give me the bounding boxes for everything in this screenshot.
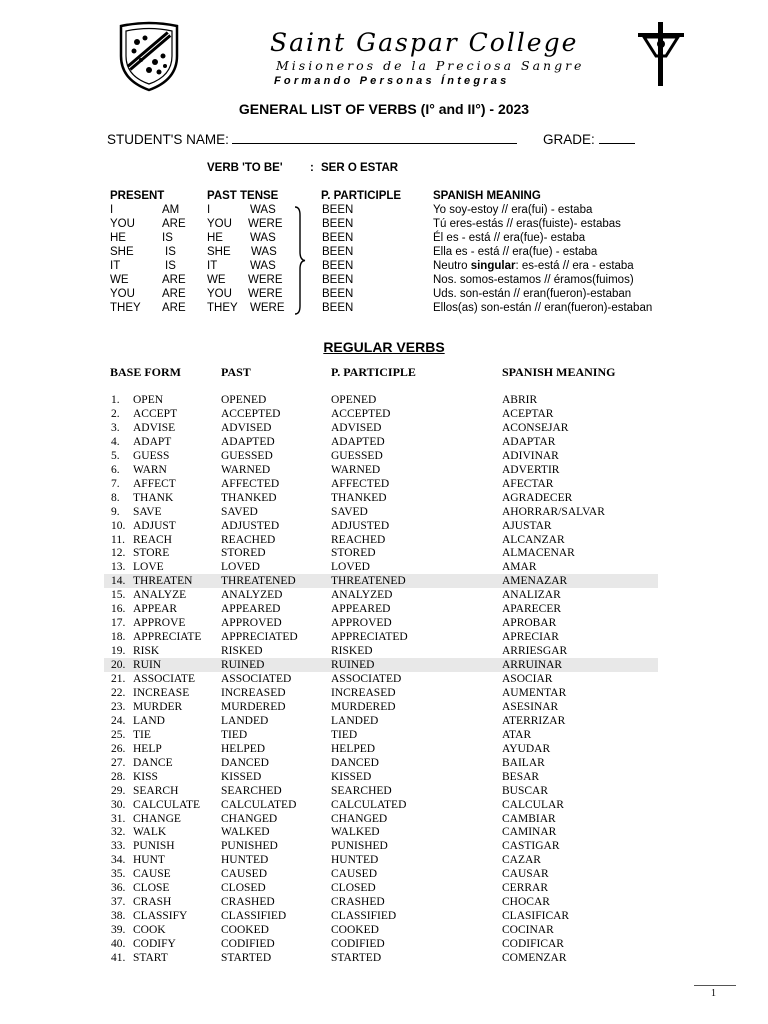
document-title: GENERAL LIST OF VERBS (I° and II°) - 2023	[238, 101, 530, 117]
verb-num: 14.	[111, 575, 126, 588]
verb-num: 11.	[111, 533, 125, 546]
verb-base: RISK	[133, 645, 160, 658]
verb-row	[104, 728, 658, 742]
to-be-row: YOU ARE YOU WERE BEEN Tú eres-estás // eras(fuiste)- estabas	[110, 218, 621, 230]
school-crest-icon	[117, 20, 181, 92]
verb-participle: RISKED	[331, 645, 373, 658]
verb-past: ASSOCIATED	[221, 673, 292, 685]
verb-past: ACCEPTED	[221, 407, 281, 420]
to-be-row: I AM I WAS BEEN Yo soy-estoy // era(fui) - estaba	[110, 204, 593, 216]
verb-base: HELP	[133, 742, 162, 755]
verb-num: 34.	[111, 854, 126, 867]
to-be-header-past: PAST TENSE	[207, 190, 279, 202]
verb-past: CODIFIED	[221, 938, 275, 951]
verb-row	[104, 588, 658, 602]
verb-past: RISKED	[221, 645, 263, 658]
verb-num: 1.	[111, 394, 120, 406]
verb-num: 22.	[111, 686, 126, 699]
verb-row	[104, 853, 658, 867]
verb-past: ANALYZED	[221, 589, 283, 602]
verb-row	[104, 686, 658, 700]
verb-past: STORED	[221, 547, 266, 560]
verb-past: APPRECIATED	[221, 631, 298, 644]
verb-participle: TIED	[331, 728, 358, 741]
verb-num: 15.	[111, 589, 126, 602]
to-be-title: VERB 'TO BE'	[207, 162, 283, 174]
verb-spanish: ADIVINAR	[502, 449, 559, 462]
motto-line-2: Formando Personas Íntegras	[274, 75, 510, 87]
verb-spanish: ARRIESGAR	[502, 645, 568, 658]
verb-row	[104, 644, 658, 658]
verb-past: WALKED	[221, 826, 270, 839]
verb-past: CRASHED	[221, 896, 275, 909]
verb-participle: HELPED	[331, 742, 376, 755]
verb-spanish: AFECTAR	[502, 477, 554, 490]
verb-spanish: BAILAR	[502, 756, 545, 769]
verb-num: 30.	[111, 798, 126, 811]
verb-base: CLOSE	[133, 882, 170, 895]
verb-past: RUINED	[221, 659, 265, 672]
verb-base: STORE	[133, 547, 170, 560]
verb-spanish: ADAPTAR	[502, 435, 556, 448]
verb-num: 40.	[111, 938, 126, 951]
verb-participle: APPROVED	[331, 617, 392, 630]
verb-num: 29.	[111, 784, 126, 797]
verb-spanish: APRECIAR	[502, 631, 559, 644]
verb-participle: ANALYZED	[331, 589, 393, 602]
verb-base: PUNISH	[133, 840, 175, 853]
verb-spanish: ASESINAR	[502, 700, 559, 713]
verb-row	[104, 770, 658, 784]
verb-participle: ACCEPTED	[331, 407, 391, 420]
verb-num: 19.	[111, 645, 126, 658]
to-be-row: IT IS IT WAS BEEN Neutro singular: es-está // era - estaba	[110, 260, 634, 272]
verb-row	[104, 812, 658, 826]
verb-spanish: ABRIR	[502, 394, 538, 406]
verb-participle: THREATENED	[331, 575, 406, 588]
page-number-rule	[694, 985, 736, 986]
student-name-field[interactable]	[107, 131, 517, 147]
verb-num: 21.	[111, 673, 126, 685]
verb-base: GUESS	[133, 449, 170, 462]
verb-participle: RUINED	[331, 659, 375, 672]
verb-base: SAVE	[133, 505, 162, 518]
college-name: Saint Gaspar College	[270, 28, 579, 57]
verb-row	[104, 881, 658, 895]
verb-base: ACCEPT	[133, 407, 178, 420]
to-be-row: SHE IS SHE WAS BEEN Ella es - está // era(fue) - estaba	[110, 246, 598, 258]
header-past: PAST	[221, 365, 251, 379]
verb-participle: APPEARED	[331, 603, 391, 616]
verb-spanish: ALCANZAR	[502, 533, 565, 546]
verb-past: OPENED	[221, 394, 267, 406]
verb-spanish: ATERRIZAR	[502, 714, 566, 727]
verb-spanish: AGRADECER	[502, 491, 573, 504]
verb-row	[104, 435, 658, 449]
verb-base: ASSOCIATE	[133, 673, 195, 685]
to-be-header-spanish: SPANISH MEANING	[433, 190, 541, 202]
verb-spanish: CASTIGAR	[502, 840, 560, 853]
verb-base: APPROVE	[133, 617, 186, 630]
verb-spanish: CHOCAR	[502, 896, 550, 909]
verb-num: 4.	[111, 435, 120, 448]
verb-past: SEARCHED	[221, 784, 282, 797]
verb-row	[104, 463, 658, 477]
verb-row	[104, 784, 658, 798]
verb-num: 38.	[111, 910, 126, 923]
verb-base: WARN	[133, 463, 167, 476]
verb-spanish: ACONSEJAR	[502, 421, 569, 434]
verb-num: 26.	[111, 742, 126, 755]
verb-past: CALCULATED	[221, 798, 297, 811]
verb-num: 36.	[111, 882, 126, 895]
verb-spanish: CAZAR	[502, 854, 541, 867]
to-be-row: HE IS HE WAS BEEN Él es - está // era(fue)- estaba	[110, 232, 586, 244]
verb-participle: ADJUSTED	[331, 519, 390, 532]
verb-num: 16.	[111, 603, 126, 616]
verb-past: APPROVED	[221, 617, 282, 630]
to-be-colon: :	[310, 162, 314, 174]
verb-base: COOK	[133, 924, 166, 937]
verb-base: ANALYZE	[133, 589, 187, 602]
verb-base: CLASSIFY	[133, 910, 188, 923]
verb-past: WARNED	[221, 463, 271, 476]
verb-spanish: ADVERTIR	[502, 463, 560, 476]
verb-row	[104, 714, 658, 728]
verb-past: PUNISHED	[221, 840, 278, 853]
verb-participle: MURDERED	[331, 700, 396, 713]
verb-base: LOVE	[133, 561, 164, 574]
verb-past: SAVED	[221, 505, 258, 518]
header-spanish: SPANISH MEANING	[502, 365, 616, 379]
verb-num: 24.	[111, 714, 126, 727]
verb-row	[104, 756, 658, 770]
verb-row	[104, 616, 658, 630]
verb-base: APPRECIATE	[133, 631, 202, 644]
verb-past: CHANGED	[221, 812, 278, 825]
to-be-header-participle: P. PARTICIPLE	[321, 190, 402, 202]
verb-base: CALCULATE	[133, 798, 201, 811]
verb-participle: CAUSED	[331, 868, 378, 881]
verb-num: 2.	[111, 407, 120, 420]
verb-past: APPEARED	[221, 603, 281, 616]
motto-line-1: Misioneros de la Preciosa Sangre	[276, 58, 585, 73]
verb-base: OPEN	[133, 394, 164, 406]
verb-participle: STARTED	[331, 952, 382, 964]
regular-verbs-title: REGULAR VERBS	[323, 339, 445, 355]
student-name-line[interactable]	[232, 131, 517, 144]
verb-row	[104, 421, 658, 435]
verb-base: THANK	[133, 491, 174, 504]
verb-participle: REACHED	[331, 533, 386, 546]
verb-num: 23.	[111, 700, 126, 713]
header-participle: P. PARTICIPLE	[331, 365, 416, 379]
verb-past: COOKED	[221, 924, 269, 937]
to-be-row: THEY ARE THEY WERE BEEN Ellos(as) son-están // eran(fueron)-estaban	[110, 302, 653, 314]
verb-spanish: ALMACENAR	[502, 547, 575, 560]
to-be-row: WE ARE WE WERE BEEN Nos. somos-estamos // éramos(fuimos)	[110, 274, 634, 286]
verb-row	[104, 602, 658, 616]
verb-past: LOVED	[221, 561, 260, 574]
verb-past: HUNTED	[221, 854, 269, 867]
verb-row	[104, 533, 658, 547]
student-name-label: STUDENT'S NAME:	[107, 132, 229, 147]
verb-past: THANKED	[221, 491, 277, 504]
verb-past: ADVISED	[221, 421, 272, 434]
verb-participle: WALKED	[331, 826, 380, 839]
verb-spanish: AHORRAR/SALVAR	[502, 505, 605, 518]
verb-past: REACHED	[221, 533, 276, 546]
verb-spanish: APROBAR	[502, 617, 557, 630]
verb-participle: DANCED	[331, 756, 379, 769]
verb-participle: THANKED	[331, 491, 387, 504]
verb-participle: APPRECIATED	[331, 631, 408, 644]
verb-base: ADVISE	[133, 421, 176, 434]
verb-num: 37.	[111, 896, 126, 909]
verb-spanish: BESAR	[502, 770, 540, 783]
verb-num: 17.	[111, 617, 126, 630]
verb-base: KISS	[133, 770, 158, 783]
verb-participle: LANDED	[331, 714, 379, 727]
header-base-form: BASE FORM	[110, 365, 182, 379]
verb-spanish: CAUSAR	[502, 868, 549, 881]
verb-past: MURDERED	[221, 700, 286, 713]
verb-num: 27.	[111, 756, 126, 769]
verb-spanish: COCINAR	[502, 924, 554, 937]
verb-base: RUIN	[133, 659, 162, 672]
verb-row	[104, 658, 658, 672]
verb-past: KISSED	[221, 770, 262, 783]
verb-row	[104, 742, 658, 756]
verb-num: 33.	[111, 840, 126, 853]
verb-num: 5.	[111, 449, 120, 462]
verb-participle: STORED	[331, 547, 376, 560]
verb-num: 41.	[111, 952, 126, 964]
verb-row	[104, 937, 658, 951]
verb-past: ADAPTED	[221, 435, 275, 448]
verb-row	[104, 923, 658, 937]
verb-past: DANCED	[221, 756, 269, 769]
verb-row	[104, 909, 658, 923]
verb-participle: CALCULATED	[331, 798, 407, 811]
verb-row	[104, 825, 658, 839]
verb-participle: LOVED	[331, 561, 370, 574]
verb-row	[104, 574, 658, 588]
verb-past: THREATENED	[221, 575, 296, 588]
verb-past: GUESSED	[221, 449, 273, 462]
verb-past: HELPED	[221, 742, 266, 755]
verb-participle: CRASHED	[331, 896, 385, 909]
verb-num: 8.	[111, 491, 120, 504]
verb-row	[104, 839, 658, 853]
verb-participle: COOKED	[331, 924, 379, 937]
to-be-meaning: SER O ESTAR	[321, 162, 399, 174]
verb-base: AFFECT	[133, 477, 176, 490]
verb-spanish: ACEPTAR	[502, 407, 554, 420]
verb-base: ADJUST	[133, 519, 176, 532]
verb-spanish: APARECER	[502, 603, 562, 616]
verb-row	[104, 393, 658, 407]
verb-num: 39.	[111, 924, 126, 937]
verb-row	[104, 546, 658, 560]
verb-past: STARTED	[221, 952, 272, 964]
verb-num: 13.	[111, 561, 126, 574]
verb-participle: CLASSIFIED	[331, 910, 397, 923]
verb-row	[104, 449, 658, 463]
verb-num: 31.	[111, 812, 126, 825]
verb-num: 25.	[111, 728, 126, 741]
verb-row	[104, 560, 658, 574]
verb-num: 9.	[111, 505, 120, 518]
verb-participle: AFFECTED	[331, 477, 390, 490]
verb-row	[104, 505, 658, 519]
to-be-row: YOU ARE YOU WERE BEEN Uds. son-están // eran(fueron)-estaban	[110, 288, 632, 300]
verb-base: THREATEN	[133, 575, 193, 588]
verb-row	[104, 895, 658, 909]
verb-spanish: ATAR	[502, 728, 532, 741]
verb-spanish: AMAR	[502, 561, 537, 574]
grade-label: GRADE:	[543, 132, 595, 147]
verb-base: WALK	[133, 826, 167, 839]
verb-spanish: ARRUINAR	[502, 659, 563, 672]
verb-spanish: CAMINAR	[502, 826, 557, 839]
verb-spanish: CLASIFICAR	[502, 910, 570, 923]
verb-spanish: AYUDAR	[502, 742, 551, 755]
verb-base: MURDER	[133, 700, 183, 713]
verb-base: APPEAR	[133, 603, 178, 616]
verb-past: INCREASED	[221, 686, 286, 699]
verb-spanish: BUSCAR	[502, 784, 549, 797]
verb-participle: ASSOCIATED	[331, 673, 402, 685]
verb-num: 32.	[111, 826, 126, 839]
to-be-header-present: PRESENT	[110, 190, 165, 202]
cross-icon	[636, 22, 686, 86]
verb-num: 6.	[111, 463, 120, 476]
verb-past: CLASSIFIED	[221, 910, 287, 923]
verb-past: ADJUSTED	[221, 519, 280, 532]
verb-base: REACH	[133, 533, 172, 546]
verb-past: CAUSED	[221, 868, 268, 881]
verb-spanish: CALCULAR	[502, 798, 564, 811]
verb-spanish: ASOCIAR	[502, 673, 553, 685]
verb-participle: WARNED	[331, 463, 381, 476]
verb-past: LANDED	[221, 714, 269, 727]
verb-base: CODIFY	[133, 938, 176, 951]
verb-base: TIE	[133, 728, 151, 741]
verb-base: SEARCH	[133, 784, 179, 797]
verb-past: TIED	[221, 728, 248, 741]
verb-base: CRASH	[133, 896, 172, 909]
verb-participle: CLOSED	[331, 882, 376, 895]
verb-base: DANCE	[133, 756, 173, 769]
verb-participle: ADAPTED	[331, 435, 385, 448]
verb-base: START	[133, 952, 168, 964]
verb-base: CHANGE	[133, 812, 181, 825]
verb-participle: KISSED	[331, 770, 372, 783]
verb-num: 12.	[111, 547, 126, 560]
verb-row	[104, 519, 658, 533]
verb-row	[104, 700, 658, 714]
verb-spanish: AMENAZAR	[502, 575, 568, 588]
verb-participle: CODIFIED	[331, 938, 385, 951]
verb-base: ADAPT	[133, 435, 172, 448]
verb-participle: ADVISED	[331, 421, 382, 434]
verb-spanish: AUMENTAR	[502, 686, 567, 699]
verb-row	[104, 672, 658, 686]
verb-num: 7.	[111, 477, 120, 490]
verb-participle: SAVED	[331, 505, 368, 518]
verb-row	[104, 407, 658, 421]
verb-past: CLOSED	[221, 882, 266, 895]
verb-num: 10.	[111, 519, 126, 532]
verb-base: HUNT	[133, 854, 165, 867]
singular-note: Neutro singular: es-está // era - estaba	[433, 260, 634, 272]
verb-base: LAND	[133, 714, 165, 727]
verb-row	[104, 630, 658, 644]
verb-participle: GUESSED	[331, 449, 383, 462]
verb-row	[104, 491, 658, 505]
verb-row	[104, 798, 658, 812]
verb-spanish: ANALIZAR	[502, 589, 561, 602]
verb-base: CAUSE	[133, 868, 171, 881]
verb-num: 28.	[111, 770, 126, 783]
verb-base: INCREASE	[133, 686, 190, 699]
verb-participle: CHANGED	[331, 812, 388, 825]
verb-participle: HUNTED	[331, 854, 379, 867]
verb-spanish: CAMBIAR	[502, 812, 556, 825]
verb-spanish: AJUSTAR	[502, 519, 552, 532]
verb-row	[104, 477, 658, 491]
verb-participle: OPENED	[331, 394, 377, 406]
grade-field[interactable]	[543, 131, 635, 147]
verb-row	[104, 867, 658, 881]
page-number: 1	[711, 988, 716, 999]
verb-participle: INCREASED	[331, 686, 396, 699]
verb-num: 3.	[111, 421, 120, 434]
verb-participle: SEARCHED	[331, 784, 392, 797]
verb-past: AFFECTED	[221, 477, 280, 490]
verb-participle: PUNISHED	[331, 840, 388, 853]
verb-num: 35.	[111, 868, 126, 881]
verb-spanish: CODIFICAR	[502, 938, 564, 951]
verb-num: 18.	[111, 631, 126, 644]
verb-num: 20.	[111, 659, 126, 672]
verb-spanish: COMENZAR	[502, 952, 567, 964]
grade-line[interactable]	[599, 131, 635, 144]
verb-spanish: CERRAR	[502, 882, 549, 895]
curly-brace-icon	[294, 205, 306, 316]
verb-row	[104, 951, 658, 965]
